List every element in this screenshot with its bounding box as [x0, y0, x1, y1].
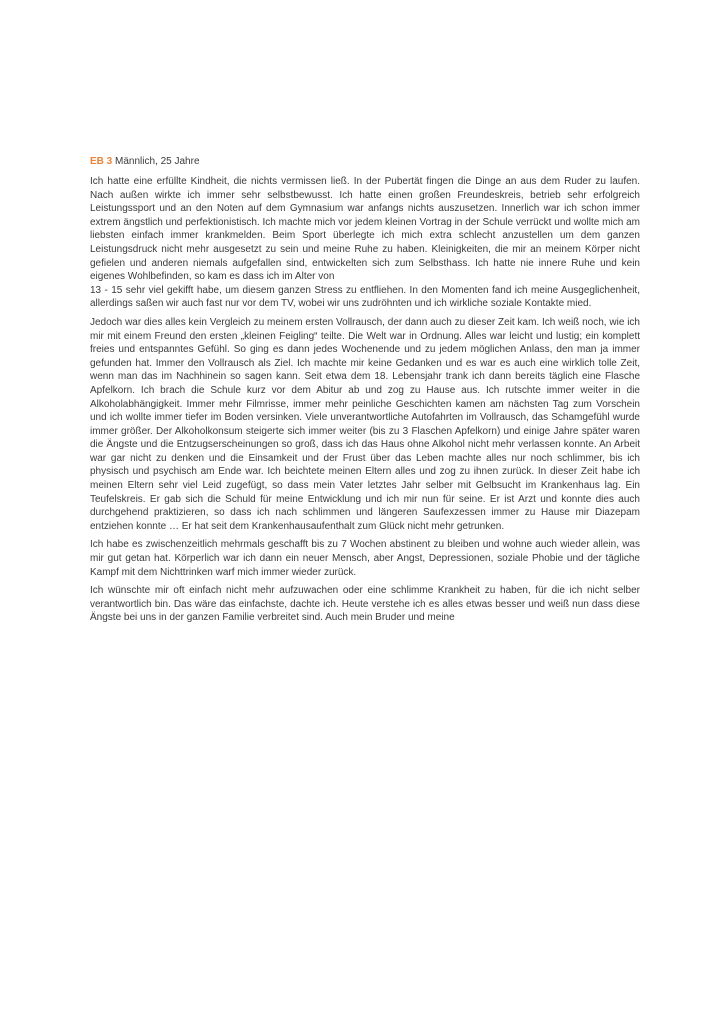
paragraph-1: Ich hatte eine erfüllte Kindheit, die nichts vermissen ließ. In der Pubertät fingen die Dinge an aus dem Ruder zu laufen. Nach außen wirkte ich immer sehr selbstbewusst. Ich hatte einen großen Freundeskreis, betrieb sehr erfolgreich Leistungssport und an den Noten auf dem Gymnasium war anfangs nichts auszusetzen. Innerlich war ich schon immer extrem ängstlich und perfektionistisch. Ich machte mich vor jedem kleinen Vortrag in der Schule verrückt und wollte mich am liebsten einfach immer krankmelden. Beim Sport überlegte ich mich extra schlecht anzustellen um dem ganzen Leistungsdruck nicht mehr ausgesetzt zu sein und meine Ruhe zu haben. Kleinigkeiten, die mir an meinem Körper nicht gefielen und anderen niemals aufgefallen sind, entwickelten sich zum Selbsthass. Ich hatte nie innere Ruhe und kein eigenes Wohlbefinden, so kam es dass ich im Alter von 13 - 15 sehr viel gekifft habe, um diesem ganzen Stress zu entfliehen. In den Momenten fand ich meine Ausgeglichenheit, allerdings saßen wir auch fast nur vor dem TV, wobei wir uns zudröhnten und ich wirkliche soziale Kontakte mied.	[90, 176, 640, 310]
case-subtitle: Männlich, 25 Jahre	[115, 156, 200, 167]
paragraph-2: Jedoch war dies alles kein Vergleich zu meinem ersten Vollrausch, der dann auch zu dieser Zeit kam. Ich weiß noch, wie ich mir mit einem Freund den ersten „kleinen Feigling“ teilte. Die Welt war in Ordnung. Alles war leicht und lustig; ein komplett freies und entspanntes Gefühl. So ging es dann jedes Wochenende und zu jedem möglichen Anlass, den man ja immer gefunden hat. Immer den Vollrausch als Ziel. Ich machte mir keine Gedanken und es war es auch eine wirklich tolle Zeit, wenn man das im Nachhinein so sagen kann. Seit etwa dem 18. Lebensjahr trank ich dann bereits täglich eine Flasche Apfelkorn. Ich brach die Schule kurz vor dem Abitur ab und zog zu Hause aus. Ich rutschte immer weiter in die Alkoholabhängigkeit. Immer mehr Filmrisse, immer mehr peinliche Geschichten kamen am nächsten Tag zum Vorschein und ich wollte immer tiefer im Boden versinken. Viele unverantwortliche Autofahrten im Vollrausch, das Schamgefühl wurde immer größer. Der Alkoholkonsum steigerte sich immer weiter (bis zu 3 Flaschen Apfelkorn) und einige Jahre später waren die Ängste und die Entzugserscheinungen so groß, dass ich das Haus ohne Alkohol nicht mehr verlassen konnte. An Arbeit war gar nicht zu denken und die Einsamkeit und der Frust über das Leben machte alles nur noch schlimmer, bis ich physisch und psychisch am Ende war. Ich beichtete meinen Eltern alles und zog zu ihnen zurück. In dieser Zeit habe ich meinen Eltern sehr viel Leid zugefügt, so dass mein Vater letztes Jahr selber mit Gelbsucht im Krankenhaus lag. Ein Teufelskreis. Er gab sich die Schuld für meine Entwicklung und ich mir nun für seine. Er ist Arzt und konnte dies auch durchgehend praktizieren, so dass ich nach schlimmen und längeren Saufexzessen immer zu Hause mir Diazepam entziehen konnte … Er hat seit dem Krankenhausaufenthalt zum Glück nicht mehr getrunken.	[90, 316, 640, 532]
paragraph-3: Ich habe es zwischenzeitlich mehrmals geschafft bis zu 7 Wochen abstinent zu bleiben und wohne auch wieder allein, was mir gut getan hat. Körperlich war ich dann ein neuer Mensch, aber Angst, Depressionen, soziale Phobie und der tägliche Kampf mit dem Nichttrinken warf mich immer wieder zurück.	[90, 539, 640, 578]
paragraph-4: Ich wünschte mir oft einfach nicht mehr aufzuwachen oder eine schlimme Krankheit zu haben, für die ich nicht selber verantwortlich bin. Das wäre das einfachste, dachte ich. Heute verstehe ich es alles etwas besser und weiß nun dass diese Ängste bei uns in der ganzen Familie verbreitet sind. Auch mein Bruder und meine	[90, 585, 640, 624]
text-body	[90, 155, 640, 630]
case-code: EB 3	[90, 156, 113, 167]
case-heading	[90, 155, 640, 169]
